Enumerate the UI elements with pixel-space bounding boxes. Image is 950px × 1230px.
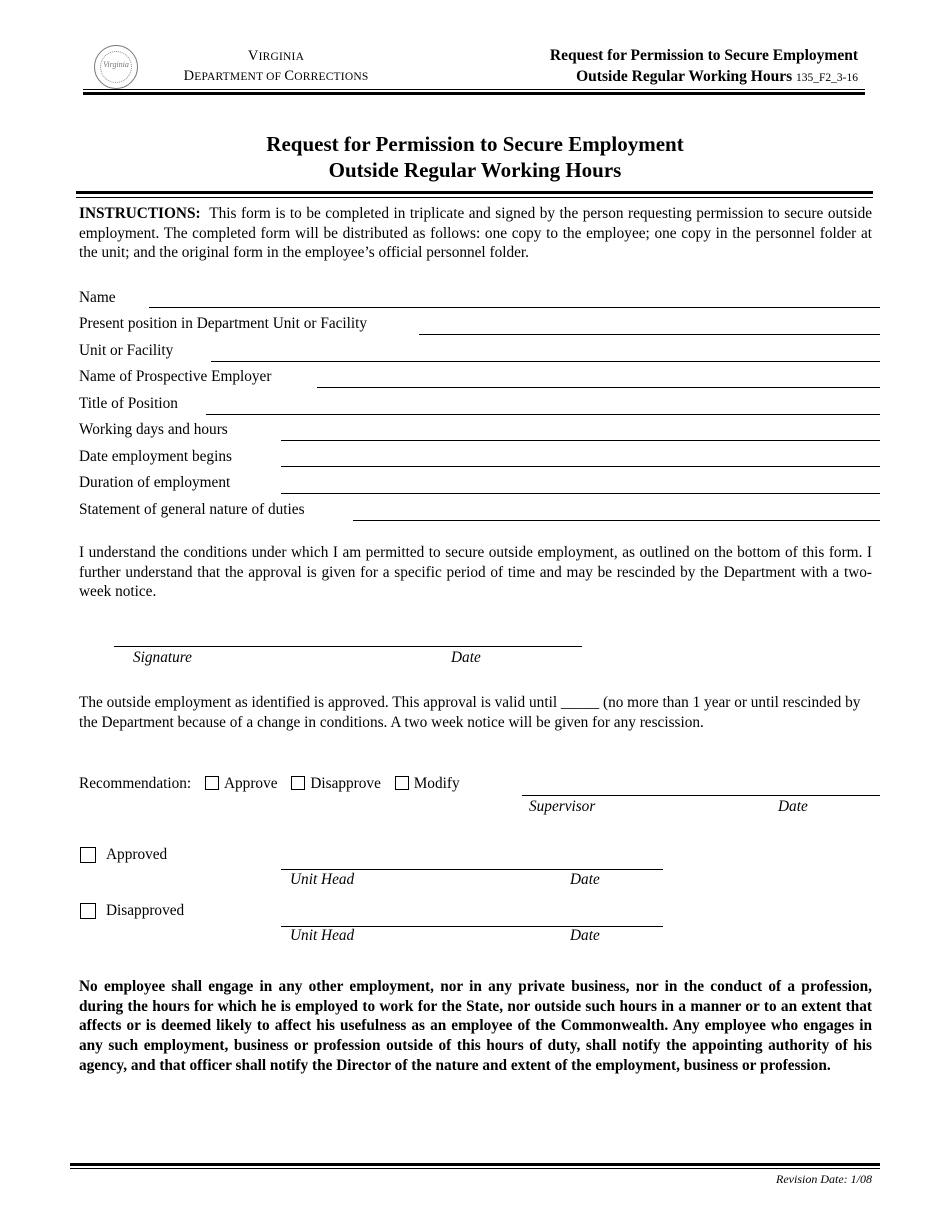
employee-signature-line[interactable] bbox=[114, 646, 582, 647]
title-rule-thick bbox=[76, 191, 873, 194]
header-rule-thick bbox=[83, 92, 865, 95]
present-position-field[interactable] bbox=[419, 334, 880, 335]
approved-unit-head-caption: Unit Head bbox=[290, 871, 355, 888]
footer-rule-thick bbox=[70, 1163, 880, 1166]
prospective-employer-field[interactable] bbox=[317, 387, 880, 388]
disapproved-date-caption: Date bbox=[570, 927, 600, 944]
approved-date-caption: Date bbox=[570, 871, 600, 888]
approval-statement: The outside employment as identified is approved. This approval is valid until _____ (no more than 1 year or until rescinded by the Department because of a change in conditions. A two week notice will be given for any rescission. bbox=[79, 694, 861, 731]
disapproved-unit-head-caption: Unit Head bbox=[290, 927, 355, 944]
approved-checkbox[interactable] bbox=[80, 847, 96, 863]
form-number: 135_F2_3-16 bbox=[796, 72, 858, 84]
page-title-line1: Request for Permission to Secure Employment bbox=[266, 132, 684, 156]
outside-employment-policy: No employee shall engage in any other employment, nor in any private business, nor in the conduct of a profession, during the hours for which he is employed to work for the State, nor outside such hours in a manner or to an extent that affects or is deemed likely to affect his usefulness as an employee of the Commonwealth. Any employee who engages in any such employment, business or profession outside of this hours of duty, shall notify the appointing authority of his agency, and that officer shall notify the Director of the nature and extent of the employment, business or profession. bbox=[79, 978, 872, 1074]
employment-begin-date-label: Date employment begins bbox=[79, 448, 232, 465]
signature-caption: Signature bbox=[133, 649, 192, 666]
disapproved-checkbox[interactable] bbox=[80, 903, 96, 919]
header-form-title-line2: Outside Regular Working Hours 135_F2_3-16 bbox=[576, 68, 858, 85]
modify-option-label: Modify bbox=[413, 775, 460, 792]
disapprove-checkbox[interactable] bbox=[291, 776, 305, 790]
approve-checkbox[interactable] bbox=[205, 776, 219, 790]
revision-date: Revision Date: 1/08 bbox=[776, 1172, 872, 1186]
title-rule-thin bbox=[76, 197, 873, 198]
approved-unit-head-signature-line[interactable] bbox=[281, 869, 663, 870]
page-title-line2: Outside Regular Working Hours bbox=[328, 158, 622, 182]
prospective-employer-label: Name of Prospective Employer bbox=[79, 368, 272, 385]
approved-label: Approved bbox=[106, 846, 168, 863]
signature-date-caption: Date bbox=[451, 649, 481, 666]
duties-statement-field[interactable] bbox=[353, 520, 880, 521]
supervisor-date-caption: Date bbox=[778, 798, 808, 815]
instructions-text: This form is to be completed in triplicate and signed by the person requesting permission to secure outside employment. The completed form will be distributed as follows: one copy to the employee; one copy in the personnel folder at the unit; and the original form in the employee’s official personnel folder. bbox=[79, 205, 873, 261]
present-position-label: Present position in Department Unit or Facility bbox=[79, 315, 368, 332]
supervisor-caption: Supervisor bbox=[529, 798, 596, 815]
instructions bbox=[79, 204, 872, 263]
supervisor-signature-line[interactable] bbox=[522, 795, 880, 796]
footer-rule-thin bbox=[70, 1168, 880, 1169]
name-label: Name bbox=[79, 289, 116, 306]
employment-begin-date-field[interactable] bbox=[281, 466, 880, 467]
name-field[interactable] bbox=[149, 307, 880, 308]
position-title-label: Title of Position bbox=[79, 395, 178, 412]
agency-state: VIRGINIA bbox=[247, 48, 305, 64]
position-title-field[interactable] bbox=[206, 414, 880, 415]
recommendation-label: Recommendation: bbox=[79, 775, 192, 792]
approve-option-label: Approve bbox=[223, 775, 278, 792]
working-days-hours-field[interactable] bbox=[281, 440, 880, 441]
disapprove-option-label: Disapprove bbox=[310, 775, 381, 792]
modify-checkbox[interactable] bbox=[395, 776, 409, 790]
virginia-seal-logo bbox=[94, 45, 138, 89]
header-form-title-line1: Request for Permission to Secure Employment bbox=[549, 47, 858, 64]
instructions-label: INSTRUCTIONS: bbox=[79, 205, 201, 222]
recommendation-row bbox=[79, 775, 460, 793]
unit-facility-field[interactable] bbox=[211, 361, 880, 362]
disapproved-label: Disapproved bbox=[106, 902, 185, 919]
unit-facility-label: Unit or Facility bbox=[79, 342, 174, 359]
working-days-hours-label: Working days and hours bbox=[79, 421, 228, 438]
understanding-statement: I understand the conditions under which I am permitted to secure outside employment, as outlined on the bottom of this form. I further understand that the approval is given for a specific period of time and may be rescinded by the Department with a two-week notice. bbox=[79, 544, 872, 600]
seal-text: Virginia bbox=[103, 60, 129, 69]
employment-duration-field[interactable] bbox=[281, 493, 880, 494]
employment-duration-label: Duration of employment bbox=[79, 474, 231, 491]
header-rule-thin bbox=[83, 89, 865, 90]
duties-statement-label: Statement of general nature of duties bbox=[79, 501, 305, 518]
agency-department: DEPARTMENT OF CORRECTIONS bbox=[183, 68, 369, 84]
